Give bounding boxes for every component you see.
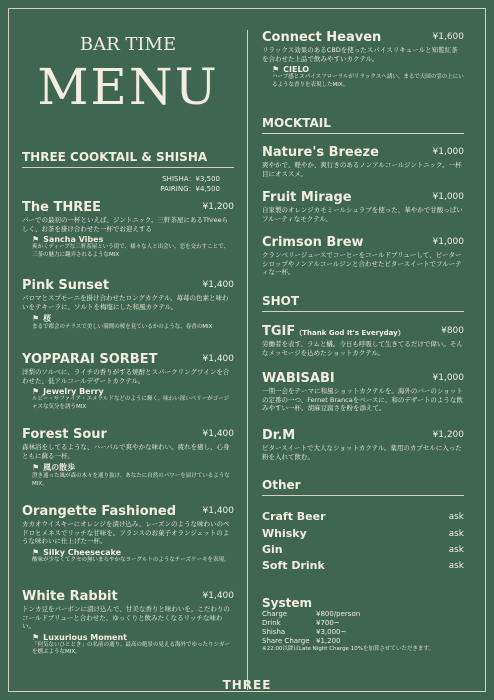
item-price: ¥1,000 (432, 237, 464, 247)
menu-item (262, 235, 464, 277)
item-name: Dr.M (262, 428, 296, 443)
other-price: ask (448, 561, 464, 571)
menu-item (22, 200, 234, 259)
set-prices (160, 174, 220, 194)
price-shisha: SHISHA：¥3,500 (162, 175, 220, 183)
item-price: ¥1,000 (432, 147, 464, 157)
other-name: Whisky (262, 527, 307, 540)
pairing (32, 548, 234, 565)
system-value: ¥700~ (316, 619, 340, 627)
other-name: Craft Beer (262, 510, 326, 523)
pairing (32, 462, 234, 488)
pairing-name: Sancha Vibes (43, 235, 104, 244)
section-shot: SHOT (262, 294, 464, 312)
menu-item (262, 190, 464, 223)
system-key: Drink (262, 619, 281, 627)
other-item (262, 510, 464, 523)
item-name: Connect Heaven (262, 30, 382, 45)
item-price: ¥1,200 (432, 430, 464, 440)
other-item (262, 559, 464, 572)
system-title: System (262, 596, 312, 610)
bar-time-heading: BAR TIME (79, 34, 177, 55)
item-name: White Rabbit (22, 589, 118, 604)
item-description: 一期一会をテーマに和風ショットカクテルを。海外のバーのショットの定番の一つ、Fernet Brancaをベースに、和のデザートのような飲みやすい一杯。胡麻豆腐さを粉を添えて。 (262, 387, 463, 412)
system-key: Share Charge (262, 637, 310, 645)
item-description: カカオウイスキーにオレンジを漬け込み、レーズンのような味わいのペドロヒメネスでリッチな甘味を。フランスのお菓子オランジェットのような味わいに仕上げた一杯。 (22, 520, 230, 545)
system-key: Shisha (262, 628, 286, 636)
item-description: 森林浴をしてるような、ハーバルで爽やかな味わい。疲れを癒し、心身ともに蘇る一杯。 (22, 443, 230, 460)
pairing-name: CIELO (283, 65, 310, 74)
section-three-cocktail: THREE COOKTAIL & SHISHA (22, 150, 234, 168)
section-mocktail: MOCKTAIL (262, 116, 464, 134)
other-price: ask (448, 545, 464, 555)
item-name: Crimson Brew (262, 235, 364, 250)
pairing (32, 633, 234, 657)
menu-item (262, 145, 464, 178)
item-price: ¥1,000 (432, 192, 464, 202)
item-name: YOPPARAI SORBET (22, 352, 158, 367)
pairing-name: Luxurious Moment (43, 632, 127, 642)
pairing-description: 「何気ないひととき」の名前の通り、最高の絶景の見える海外でゆったりシガーを燻ぶようなMIX。 (32, 641, 230, 655)
item-name: Nature's Breeze (262, 145, 379, 160)
menu-heading: MENU (37, 58, 219, 116)
flag-icon: ⚑ (32, 235, 40, 244)
item-name: WABISABI (262, 371, 335, 386)
pairing-description: 爽かくディープな三軒茶屋という街で、様々な人と出会い、恋を交わすことで、三茶の魅力に翻弄されるようなMIX (32, 244, 230, 258)
pairing-name: Jewelry Berry (43, 387, 104, 396)
pairing (32, 235, 234, 259)
section-other: Other (262, 478, 464, 496)
menu-item (22, 427, 234, 488)
system-row (262, 619, 464, 628)
menu-item (22, 278, 234, 332)
system-value: ¥3,000~ (316, 628, 347, 636)
pairing-description: 澄き通った風が森の木々を通り抜け、あなたに自然のパワーを届けているようなMIX。 (32, 473, 230, 487)
item-description: 労働者を表す、ラムと蟻。今日も呼吸して生きてるだけで偉い。そんなメッセージを込めたショットカクテル。 (262, 340, 463, 357)
menu-item (262, 324, 464, 357)
flag-icon: ⚑ (32, 387, 40, 396)
column-divider (247, 30, 248, 690)
item-price: ¥800 (441, 326, 464, 336)
pairing (32, 313, 234, 332)
pairing-name: Silky Cheesecake (43, 547, 122, 557)
system-row (262, 610, 464, 619)
menu-item (262, 371, 464, 413)
flag-icon: ⚑ (272, 65, 280, 74)
item-description: パロマとスプモーニを掛け合わせたロングカクテル。苺苺の色素と味わいをテキーラに、ソルトを梅塩にした和風カクテル。 (22, 294, 229, 311)
pairing-description: まるで都会のテラスで美しい満開の桜を見ているかのような、春香のMIX (32, 324, 213, 330)
three-logo: THREE (222, 678, 272, 692)
other-item (262, 543, 464, 556)
pairing-name: 桜 (43, 314, 52, 323)
item-description: バーでの最初の一杯といえば、ジントニック。三軒茶屋にあるThreeらしく、お茶を掛け合わせた一杯でお迎えする (22, 216, 229, 233)
system-note: ※22:00以降はLate Night Charge 10%を加算させていただきます。 (262, 646, 434, 652)
system-block (262, 596, 464, 653)
item-name: Orangette Fashioned (22, 504, 177, 519)
pairing-name: 風の散歩 (43, 463, 76, 472)
item-price: ¥1,400 (202, 591, 234, 601)
menu-item (22, 589, 234, 657)
item-description: クランベリージュースでコーヒーをコールドブリューして、ピーターシロップやノンアルコールジンと合わせたビタースイートでフルーティな一杯。 (262, 251, 462, 276)
other-price: ask (448, 512, 464, 522)
item-price: ¥1,200 (202, 202, 234, 212)
system-key: Charge (262, 610, 288, 618)
item-description: トンカ豆をバーボンに漬け込んで、甘美な香りと味わいを。こだわりのコールドブリューと合わせた、ゆっくりと飲みたくなるリッチな味わい。 (22, 605, 230, 630)
item-price: ¥1,400 (202, 280, 234, 290)
item-name: The THREE (22, 200, 101, 215)
item-name-extra: （Thank God It's Everyday） (295, 329, 405, 337)
left-column (22, 0, 234, 700)
item-description: 爽やかで、軽やか、爽行きのあるノンアルコールジントニック。一杯目にオススメ。 (262, 161, 462, 178)
system-row (262, 637, 464, 646)
menu-item (22, 352, 234, 411)
pairing-description: 酸味が少なくてクセの無いまろやかなヨーグルトのようなチーズケーキを表現。 (32, 556, 230, 563)
menu-item (262, 30, 464, 89)
system-row (262, 628, 464, 637)
flag-icon: ⚑ (32, 314, 40, 323)
item-price: ¥1,400 (202, 354, 234, 364)
item-price: ¥1,600 (432, 32, 464, 42)
other-name: Soft Drink (262, 559, 325, 572)
item-name: Forest Sour (22, 427, 107, 442)
item-price: ¥1,400 (202, 506, 234, 516)
pairing (32, 387, 234, 411)
price-pairing: PAIRING：¥4,500 (160, 185, 220, 193)
pairing (272, 65, 464, 89)
item-name: Pink Sunset (22, 278, 110, 293)
pairing-description: ルビー・サファイア・エメラルドなどのように輝く、味わい深いベリーがゴージャスな気分を誘うMIX (32, 396, 230, 410)
item-description: リラックス効果のあるCBDを使ったスパイスリキュールと知覧紅茶を合わせた上品で飲みやすいカクテル。 (262, 46, 458, 63)
other-item (262, 527, 464, 540)
system-value: ¥1,200 (316, 637, 341, 645)
system-value: ¥800/person (316, 610, 361, 618)
item-name: TGIF (262, 324, 296, 339)
right-column (262, 0, 464, 700)
flag-icon: ⚑ (32, 463, 40, 472)
item-description: 自家製のオレンジカモミールシュラブを使った、華やかで甘酸っぱいフルーティなモクテル。 (262, 206, 463, 223)
other-name: Gin (262, 543, 283, 556)
item-name: Fruit Mirage (262, 190, 352, 205)
pairing-description: ハーブ感とスパイスフローラルがリラックスへ誘い、まるで天国の雲の上にいるような香りを表現したMIX。 (272, 74, 464, 88)
menu-item (22, 504, 234, 564)
item-description: ビタースイートで大人なショットカクテル。薬用のカプセルに入った粉を入れて飲む。 (262, 444, 462, 461)
other-price: ask (448, 529, 464, 539)
flag-icon: ⚑ (32, 547, 40, 557)
item-price: ¥1,400 (202, 429, 234, 439)
flag-icon: ⚑ (32, 632, 40, 642)
menu-item (262, 428, 464, 461)
item-description: 洋梨のソルベに、ライチの香りがする焼酎とスパークリングワインを合わせた、低アルコールデザートカクテル。 (22, 368, 230, 385)
item-price: ¥1,000 (432, 373, 464, 383)
